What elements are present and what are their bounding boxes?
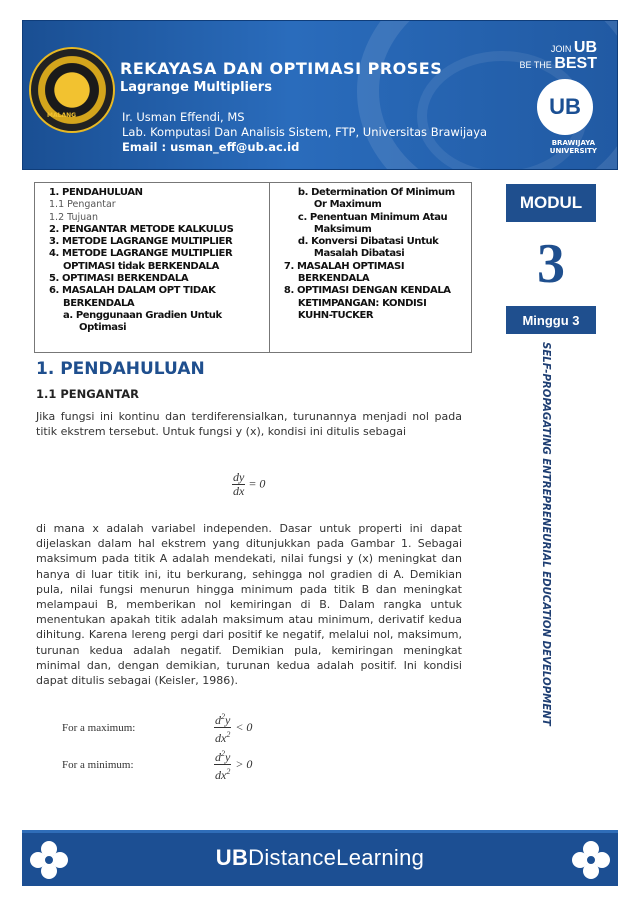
- join-ub-slogan: [519, 39, 597, 73]
- module-badge: [506, 184, 596, 334]
- subsection-title: 1.1 PENGANTAR: [36, 387, 139, 401]
- equation-minimum: [62, 747, 252, 782]
- toc-item: b. Determination Of Minimum: [297, 187, 455, 198]
- second-derivative-fraction: [214, 747, 231, 782]
- second-derivative-max: [214, 710, 252, 745]
- toc-item: c. Penentuan Minimum Atau: [297, 211, 448, 223]
- seal-caption: MALANG: [47, 112, 77, 119]
- max-relation: < 0: [235, 720, 253, 734]
- toc-right-column: [270, 183, 471, 352]
- max-label: For a maximum:: [62, 721, 136, 734]
- toc-item: d. Konversi Dibatasi Untuk: [297, 236, 439, 248]
- table-of-contents: [34, 182, 472, 353]
- ub-logo-caption: [550, 139, 597, 155]
- footer-brand-rest: DistanceLearning: [248, 845, 425, 870]
- derivative-fraction: [232, 471, 245, 498]
- toc-item: Optimasi: [79, 322, 127, 334]
- second-derivative-min: [214, 747, 252, 782]
- section-title: 1. PENDAHULUAN: [36, 359, 205, 379]
- document-header: [22, 20, 618, 170]
- ornament-right-icon: [572, 841, 610, 879]
- slogan-be-the: BE THE: [519, 60, 552, 70]
- vertical-slogan: [539, 342, 551, 798]
- denominator-power: 2: [226, 767, 231, 776]
- toc-item: Masalah Dibatasi: [313, 248, 405, 260]
- module-week: Minggu 3: [506, 306, 596, 334]
- toc-item: KETIMPANGAN: KONDISI: [297, 297, 427, 309]
- toc-item: 8. OPTIMASI DENGAN KENDALA: [283, 285, 451, 297]
- course-subtitle: Lagrange Multipliers: [120, 80, 272, 95]
- toc-left-column: [35, 183, 270, 352]
- min-relation: > 0: [235, 757, 253, 771]
- module-label: MODUL: [506, 184, 596, 222]
- numerator-y: y: [225, 750, 231, 764]
- ub-logo-caption-1: BRAWIJAYA: [551, 139, 596, 147]
- fraction-numerator: dy: [233, 470, 245, 484]
- author-affiliation: Lab. Komputasi Dan Analisis Sistem, FTP, Universitas Brawijaya: [122, 125, 488, 139]
- fraction-denominator: [215, 765, 230, 782]
- equation-first-derivative: [232, 471, 265, 498]
- toc-item: OPTIMASI tidak BERKENDALA: [63, 260, 219, 272]
- author-email: Email : usman_eff@ub.ac.id: [122, 140, 300, 154]
- numerator-d: d: [215, 750, 221, 764]
- fraction-denominator: [215, 728, 230, 745]
- second-derivative-fraction: [214, 710, 231, 745]
- toc-item: 1. PENDAHULUAN: [49, 187, 143, 198]
- toc-item: 1.1 Pengantar: [49, 199, 116, 211]
- course-title: REKAYASA DAN OPTIMASI PROSES: [120, 59, 443, 78]
- min-label: For a minimum:: [62, 758, 134, 771]
- toc-item: a. Penggunaan Gradien Untuk: [63, 309, 222, 321]
- fraction-numerator: [214, 710, 231, 728]
- university-seal-icon: [29, 47, 115, 133]
- toc-item: 1.2 Tujuan: [49, 211, 99, 223]
- toc-item: 6. MASALAH DALAM OPT TIDAK: [49, 285, 216, 297]
- slogan-ub: UB: [573, 39, 597, 56]
- equation-rhs: = 0: [248, 476, 266, 491]
- paragraph-explanation: di mana x adalah variabel independen. Dasar untuk properti ini dapat dijelaskan dalam hal ekstrem yang ditunjukkan pada Gambar 1. Sebagai maksimum pada titik A adalah mendekati, nilai fungsi y (x) meningkat dan hanya di luar titik ini, itu berkurang, sehingga nol gradien di A. Demikian pula, nilai fungsi menurun hingga minimum pada titik B dan meningkat melampaui B, memberikan nol kemiringan di B. Dalam rangka untuk menentukan apakah titik adalah maksimum atau minimum, derivatif kedua dihitung. Karena lereng pergi dari positif ke negatif, melalui nol, maksimum, turunan kedua adalah negatif. Demikian pula, kemiringan meningkat minimal dan, dengan demikian, turunan kedua adalah positif. Ini kondisi dapat ditulis sebagai (Keisler, 1986).: [36, 522, 462, 688]
- vertical-slogan-text: SELF-PROPAGATING ENTREPRENEURIAL EDUCATION DEVELOPMENT: [540, 342, 551, 726]
- toc-item: BERKENDALA: [63, 297, 135, 309]
- denominator-dx: dx: [215, 731, 227, 745]
- fraction-numerator: [214, 747, 231, 765]
- module-number: 3: [537, 233, 565, 295]
- document-footer: [22, 830, 618, 886]
- toc-item: BERKENDALA: [297, 273, 370, 285]
- ub-logo-icon: [537, 79, 593, 135]
- equation-maximum: [62, 710, 252, 745]
- toc-item: 3. METODE LAGRANGE MULTIPLIER: [49, 236, 233, 248]
- slogan-best: BEST: [554, 55, 597, 72]
- author-info: [122, 110, 487, 155]
- numerator-d: d: [215, 713, 221, 727]
- toc-item: 4. METODE LAGRANGE MULTIPLIER: [49, 248, 233, 260]
- toc-item: 7. MASALAH OPTIMASI: [283, 260, 405, 272]
- numerator-power: 2: [221, 749, 225, 758]
- toc-item: 5. OPTIMASI BERKENDALA: [49, 273, 189, 285]
- denominator-power: 2: [226, 730, 231, 739]
- ub-logo-letters: UB: [549, 94, 581, 119]
- slogan-join: JOIN: [550, 44, 572, 54]
- footer-brand: [22, 845, 618, 871]
- toc-item: KUHN-TUCKER: [297, 309, 374, 321]
- toc-item: Or Maximum: [313, 199, 382, 211]
- author-name: Ir. Usman Effendi, MS: [122, 110, 245, 124]
- footer-brand-bold: UB: [215, 845, 249, 870]
- toc-item: Maksimum: [313, 223, 372, 235]
- numerator-y: y: [225, 713, 231, 727]
- ub-logo-caption-2: UNIVERSITY: [549, 147, 597, 155]
- denominator-dx: dx: [215, 768, 227, 782]
- paragraph-intro: Jika fungsi ini kontinu dan terdiferensialkan, turunannya menjadi nol pada titik ekstrem tersebut. Untuk fungsi y (x), kondisi ini ditulis sebagai: [36, 410, 462, 439]
- numerator-power: 2: [221, 712, 225, 721]
- fraction-denominator: dx: [233, 484, 245, 498]
- toc-item: 2. PENGANTAR METODE KALKULUS: [49, 223, 234, 235]
